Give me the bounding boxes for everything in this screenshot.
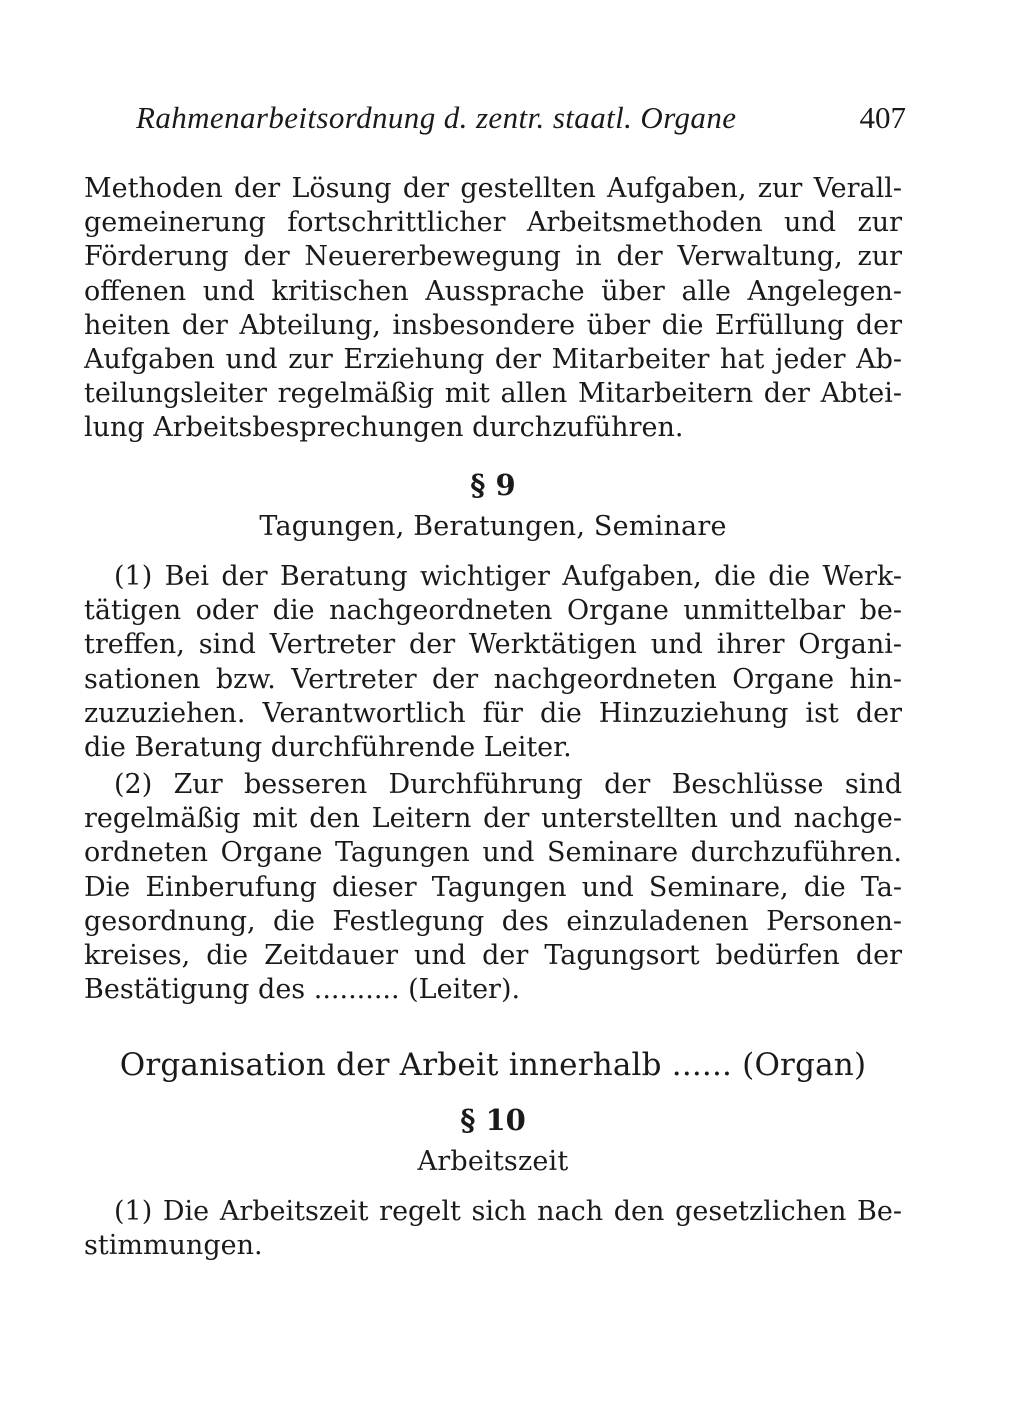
text-line: treffen, sind Vertreter der Werktätigen und ihrer Organi- (84, 629, 902, 661)
section-9-paragraph-2 (84, 768, 902, 1007)
section-9-paragraph-1 (84, 560, 902, 765)
chapter-heading: Organisation der Arbeit innerhalb ...... (Organ) (119, 1047, 867, 1083)
section-9-mark: § 9 (470, 468, 516, 502)
section-10-mark: § 10 (460, 1103, 526, 1137)
text-line: ordneten Organe Tagungen und Seminare durchzuführen. (84, 837, 902, 869)
text-line: (1) Die Arbeitszeit regelt sich nach den gesetzlichen Be- (114, 1196, 902, 1227)
text-line: (2) Zur besseren Durchführung der Beschlüsse sind (114, 769, 902, 800)
text-line: regelmäßig mit den Leitern der unterstellten und nachge- (84, 803, 902, 835)
section-10-paragraph-1 (84, 1195, 902, 1263)
text-line: lung Arbeitsbesprechungen durchzuführen. (84, 412, 684, 444)
text-line: teilungsleiter regelmäßig mit allen Mitarbeitern der Abtei- (84, 378, 902, 410)
text-line: die Beratung durchführende Leiter. (84, 732, 572, 764)
text-line: Methoden der Lösung der gestellten Aufgaben, zur Verall- (84, 173, 902, 204)
text-line: stimmungen. (84, 1230, 263, 1262)
text-line: kreises, die Zeitdauer und der Tagungsort bedürfen der (84, 940, 902, 972)
running-head (136, 100, 906, 144)
text-line: gemeinerung fortschrittlicher Arbeitsmethoden und zur (84, 207, 902, 239)
text-line: zuzuziehen. Verantwortlich für die Hinzuziehung ist der (84, 697, 902, 729)
text-line: sationen bzw. Vertreter der nachgeordneten Organe hin- (84, 663, 902, 695)
text-line: (1) Bei der Beratung wichtiger Aufgaben, die die Werk- (114, 561, 902, 592)
running-title: Rahmenarbeitsordnung d. zentr. staatl. Organe (136, 100, 737, 135)
text-line: tätigen oder die nachgeordneten Organe unmittelbar be- (84, 595, 902, 627)
text-line: gesordnung, die Festlegung des einzuladenen Personen- (84, 905, 902, 937)
text-line: Aufgaben und zur Erziehung der Mitarbeiter hat jeder Ab- (84, 344, 902, 376)
text-line: Die Einberufung dieser Tagungen und Seminare, die Ta- (84, 871, 902, 903)
text-line: Bestätigung des .......... (Leiter). (84, 974, 521, 1006)
section-9-title: Tagungen, Beratungen, Seminare (259, 511, 727, 542)
text-line: offenen und kritischen Aussprache über alle Angelegen- (84, 275, 902, 307)
text-line: Förderung der Neuererbewegung in der Verwaltung, zur (84, 241, 902, 273)
text-line: heiten der Abteilung, insbesondere über die Erfüllung der (84, 309, 902, 341)
section-10-title: Arbeitszeit (417, 1146, 569, 1177)
page-number: 407 (859, 100, 906, 135)
intro-paragraph (84, 172, 902, 446)
